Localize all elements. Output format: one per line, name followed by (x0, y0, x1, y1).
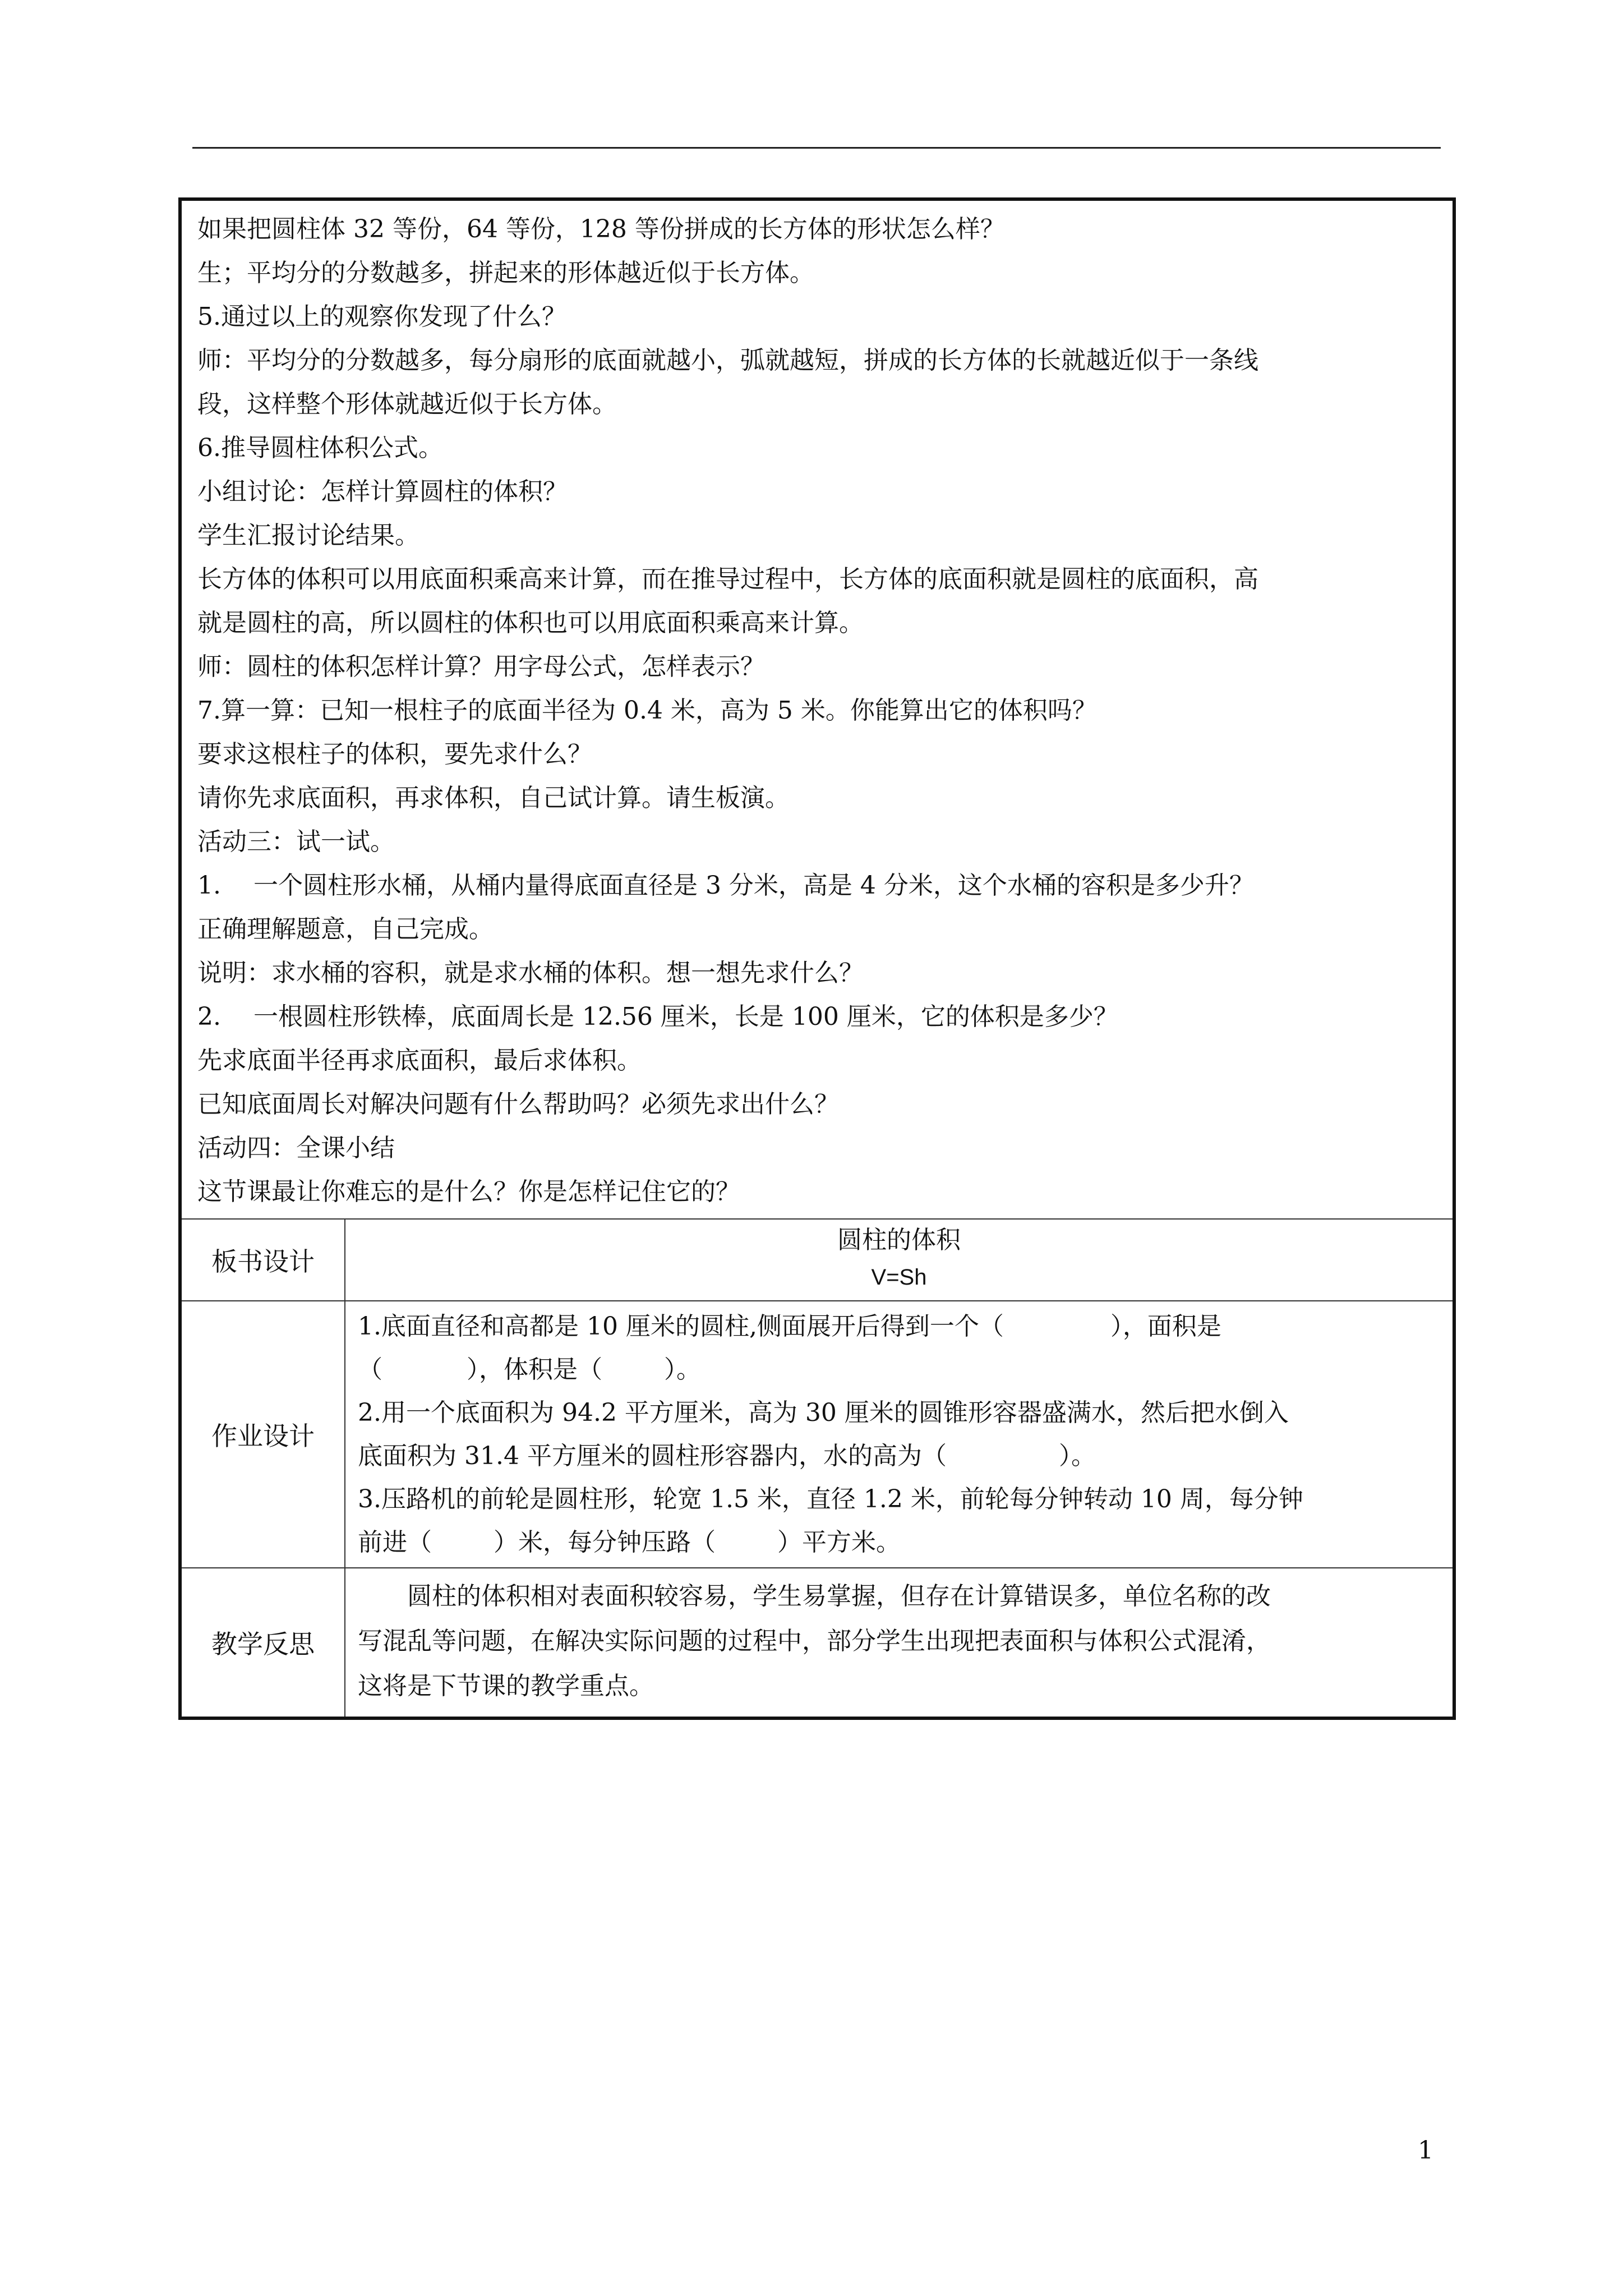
process-line: 这节课最让你难忘的是什么？你是怎样记住它的？ (197, 1177, 740, 1206)
board-formula: V=Sh (871, 1265, 927, 1290)
process-line: 师：平均分的分数越多，每分扇形的底面就越小，弧就越短，拼成的长方体的长就越近似于一条线 (197, 346, 1258, 375)
reflection-label: 教学反思 (180, 1568, 345, 1718)
q1-text-d: ），体积是（ (467, 1355, 602, 1384)
homework-question-2-line-1: 2.用一个底面积为 94.2 平方厘米，高为 30 厘米的圆锥形容器盛满水，然后把水倒入 (358, 1398, 1289, 1427)
process-line: 小组讨论：怎样计算圆柱的体积？ (197, 477, 568, 506)
board-design-label: 板书设计 (180, 1219, 345, 1301)
process-line: 活动四：全课小结 (197, 1134, 395, 1162)
process-line: 就是圆柱的高，所以圆柱的体积也可以用底面积乘高来计算。 (197, 609, 864, 637)
process-line: 7.算一算：已知一根柱子的底面半径为 0.4 米，高为 5 米。你能算出它的体积吗？ (197, 696, 1097, 725)
process-row (180, 199, 1454, 1219)
header-rule (192, 147, 1441, 149)
homework-question-3-line-1: 3.压路机的前轮是圆柱形，轮宽 1.5 米，直径 1.2 米，前轮每分钟转动 10 周，每分钟 (358, 1485, 1303, 1513)
board-title: 圆柱的体积 (837, 1226, 961, 1254)
process-line: 已知底面周长对解决问题有什么帮助吗？必须先求出什么？ (197, 1090, 839, 1119)
process-line: 说明：求水桶的容积，就是求水桶的体积。想一想先求什么？ (197, 959, 864, 987)
reflection-row (180, 1568, 1454, 1718)
process-line: 如果把圆柱体 32 等份，64 等份，128 等份拼成的长方体的形状怎么样？ (197, 215, 1005, 243)
process-line: 活动三：试一试。 (197, 827, 395, 856)
process-line: 生；平均分的分数越多，拼起来的形体越近似于长方体。 (197, 259, 814, 287)
process-line: 正确理解题意，自己完成。 (197, 915, 494, 944)
q3-text-b: 前进（ (358, 1528, 432, 1557)
q1-text-b: ），面积是 (1110, 1312, 1221, 1341)
process-line: 5.通过以上的观察你发现了什么？ (197, 302, 566, 331)
homework-question-3-line-2 (358, 1521, 1442, 1564)
lesson-plan-table (178, 197, 1456, 1720)
homework-row (180, 1301, 1454, 1568)
process-line: 要求这根柱子的体积，要先求什么？ (197, 740, 592, 769)
process-line: 师：圆柱的体积怎样计算？用字母公式，怎样表示？ (197, 652, 765, 681)
homework-question-1-line-2 (358, 1348, 1442, 1391)
process-content (180, 199, 1454, 1219)
q1-text-a: 1.底面直径和高都是 10 厘米的圆柱,侧面展开后得到一个（ (358, 1312, 1004, 1341)
q3-text-d: ）平方米。 (777, 1528, 901, 1557)
board-design-content (345, 1219, 1454, 1301)
board-design-row (180, 1219, 1454, 1301)
homework-question-2-line-2 (358, 1434, 1442, 1478)
homework-label: 作业设计 (180, 1301, 345, 1568)
process-line: 长方体的体积可以用底面积乘高来计算，而在推导过程中，长方体的底面积就是圆柱的底面积，高 (197, 565, 1258, 593)
page-number: 1 (1418, 2136, 1433, 2165)
process-line: 6.推导圆柱体积公式。 (197, 434, 443, 462)
q3-text-c: ）米，每分钟压路（ (494, 1528, 716, 1557)
process-line: 1. 一个圆柱形水桶，从桶内量得底面直径是 3 分米，高是 4 分米，这个水桶的容积是多少升？ (197, 871, 1254, 900)
process-line: 请你先求底面积，再求体积，自己试计算。请生板演。 (197, 784, 790, 812)
process-line: 段，这样整个形体就越近似于长方体。 (197, 390, 617, 418)
q2-text-b: 底面积为 31.4 平方厘米的圆柱形容器内，水的高为（ (358, 1442, 947, 1470)
reflection-line: 写混乱等问题，在解决实际问题的过程中，部分学生出现把表面积与体积公式混淆， (358, 1627, 1271, 1655)
reflection-line: 这将是下节课的教学重点。 (358, 1672, 654, 1700)
reflection-line: 圆柱的体积相对表面积较容易，学生易掌握，但存在计算错误多，单位名称的改 (358, 1582, 1271, 1611)
reflection-content (345, 1568, 1454, 1718)
process-line: 2. 一根圆柱形铁棒，底面周长是 12.56 厘米，长是 100 厘米，它的体积是多少？ (197, 1002, 1118, 1031)
homework-question-1-line-1 (358, 1305, 1442, 1348)
q1-text-c: （ (358, 1355, 382, 1384)
q2-text-c: ）。 (1058, 1442, 1096, 1470)
homework-content (345, 1301, 1454, 1568)
process-line: 先求底面半径再求底面积，最后求体积。 (197, 1046, 642, 1075)
q1-text-e: ）。 (664, 1355, 701, 1384)
process-line: 学生汇报讨论结果。 (197, 521, 419, 550)
